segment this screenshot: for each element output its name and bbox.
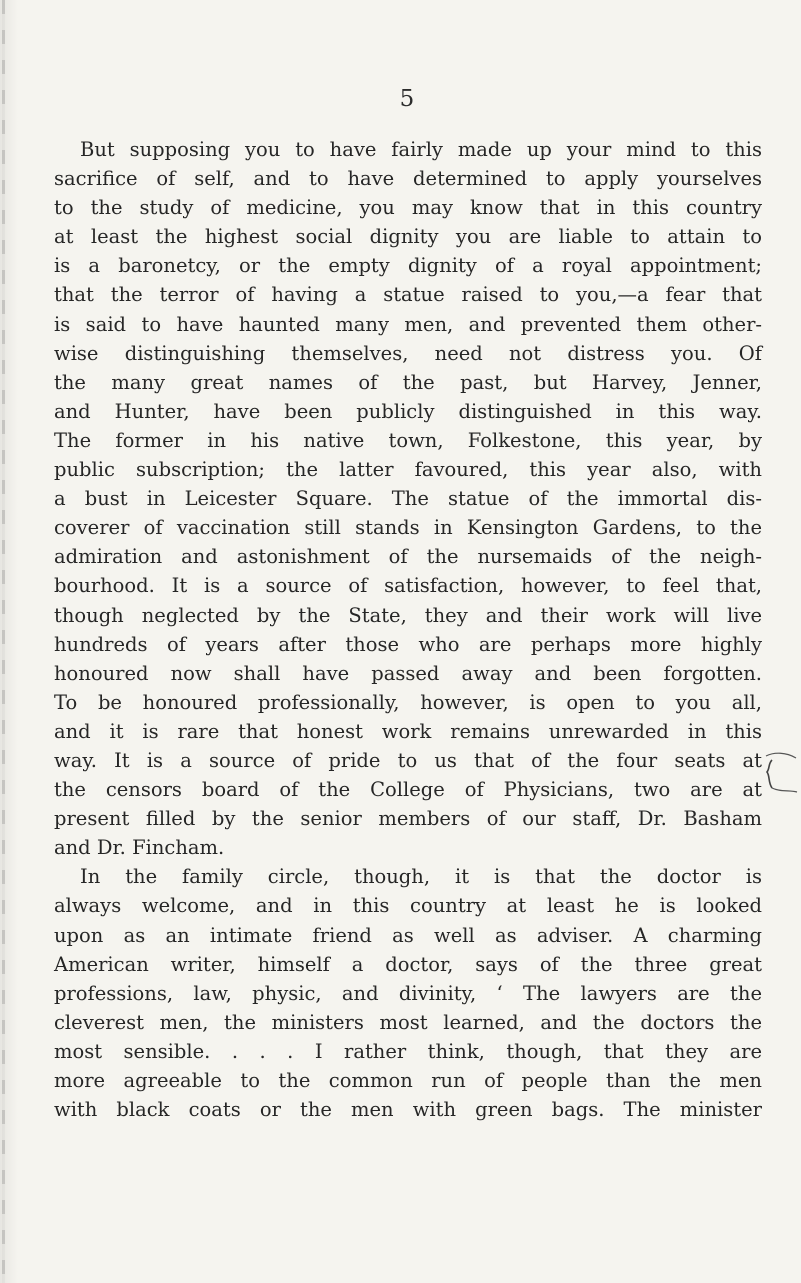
text-line: at least the highest social dignity you are liable to attain to <box>54 225 762 249</box>
text-line: with black coats or the men with green bags. The minister <box>54 1098 762 1122</box>
text-line: To be honoured professionally, however, is open to you all, <box>54 690 762 714</box>
text-line: professions, law, physic, and divinity, ‘ The lawyers are the <box>54 981 762 1005</box>
text-line: and it is rare that honest work remains unrewarded in this <box>54 719 762 743</box>
text-line: hundreds of years after those who are perhaps more highly <box>54 632 762 656</box>
text-line: bourhood. It is a source of satisfaction, however, to feel that, <box>54 574 762 598</box>
text-line: most sensible. . . . I rather think, though, that they are <box>54 1039 762 1063</box>
text-line: and Dr. Fincham. <box>54 836 225 860</box>
text-line: cleverest men, the ministers most learned, and the doctors the <box>54 1010 762 1034</box>
text-line: coverer of vaccination still stands in Kensington Gardens, to the <box>54 516 762 540</box>
text-line: American writer, himself a doctor, says of the three great <box>54 952 762 976</box>
text-line: more agreeable to the common run of people than the men <box>54 1069 762 1092</box>
text-line: to the study of medicine, you may know that in this country <box>54 196 762 220</box>
margin-bracket-mark <box>760 750 798 798</box>
page-number: 5 <box>399 86 416 112</box>
text-line: present filled by the senior members of our staff, Dr. Basham <box>54 807 762 831</box>
text-line: honoured now shall have passed away and been forgotten. <box>54 661 762 685</box>
text-line: is said to have haunted many men, and prevented them other- <box>54 312 762 336</box>
text-line: The former in his native town, Folkestone, this year, by <box>54 428 762 452</box>
text-line: But supposing you to have fairly made up your mind to this <box>80 138 762 161</box>
text-line: is a baronetcy, or the empty dignity of a royal appointment; <box>54 254 762 278</box>
text-line: the censors board of the College of Physicians, two are at <box>54 778 762 802</box>
text-line: upon as an intimate friend as well as adviser. A charming <box>54 923 762 947</box>
page-binding-edge <box>2 0 5 1283</box>
text-line: the many great names of the past, but Harvey, Jenner, <box>54 370 762 394</box>
text-line: a bust in Leicester Square. The statue of the immortal dis- <box>54 487 762 511</box>
text-line: sacrifice of self, and to have determined to apply yourselves <box>54 167 762 191</box>
text-line: though neglected by the State, they and their work will live <box>54 603 762 627</box>
text-line: way. It is a source of pride to us that of the four seats at <box>54 748 762 772</box>
text-line: wise distinguishing themselves, need not distress you. Of <box>54 341 762 365</box>
text-line: and Hunter, have been publicly distinguished in this way. <box>54 399 762 423</box>
text-line: In the family circle, though, it is that the doctor is <box>80 865 762 889</box>
body-text <box>54 135 762 1124</box>
text-line: admiration and astonishment of the nursemaids of the neigh- <box>54 545 762 569</box>
text-line: public subscription; the latter favoured, this year also, with <box>54 458 762 482</box>
text-line: always welcome, and in this country at least he is looked <box>54 894 762 918</box>
text-line: that the terror of having a statue raised to you,—a fear that <box>54 283 762 307</box>
